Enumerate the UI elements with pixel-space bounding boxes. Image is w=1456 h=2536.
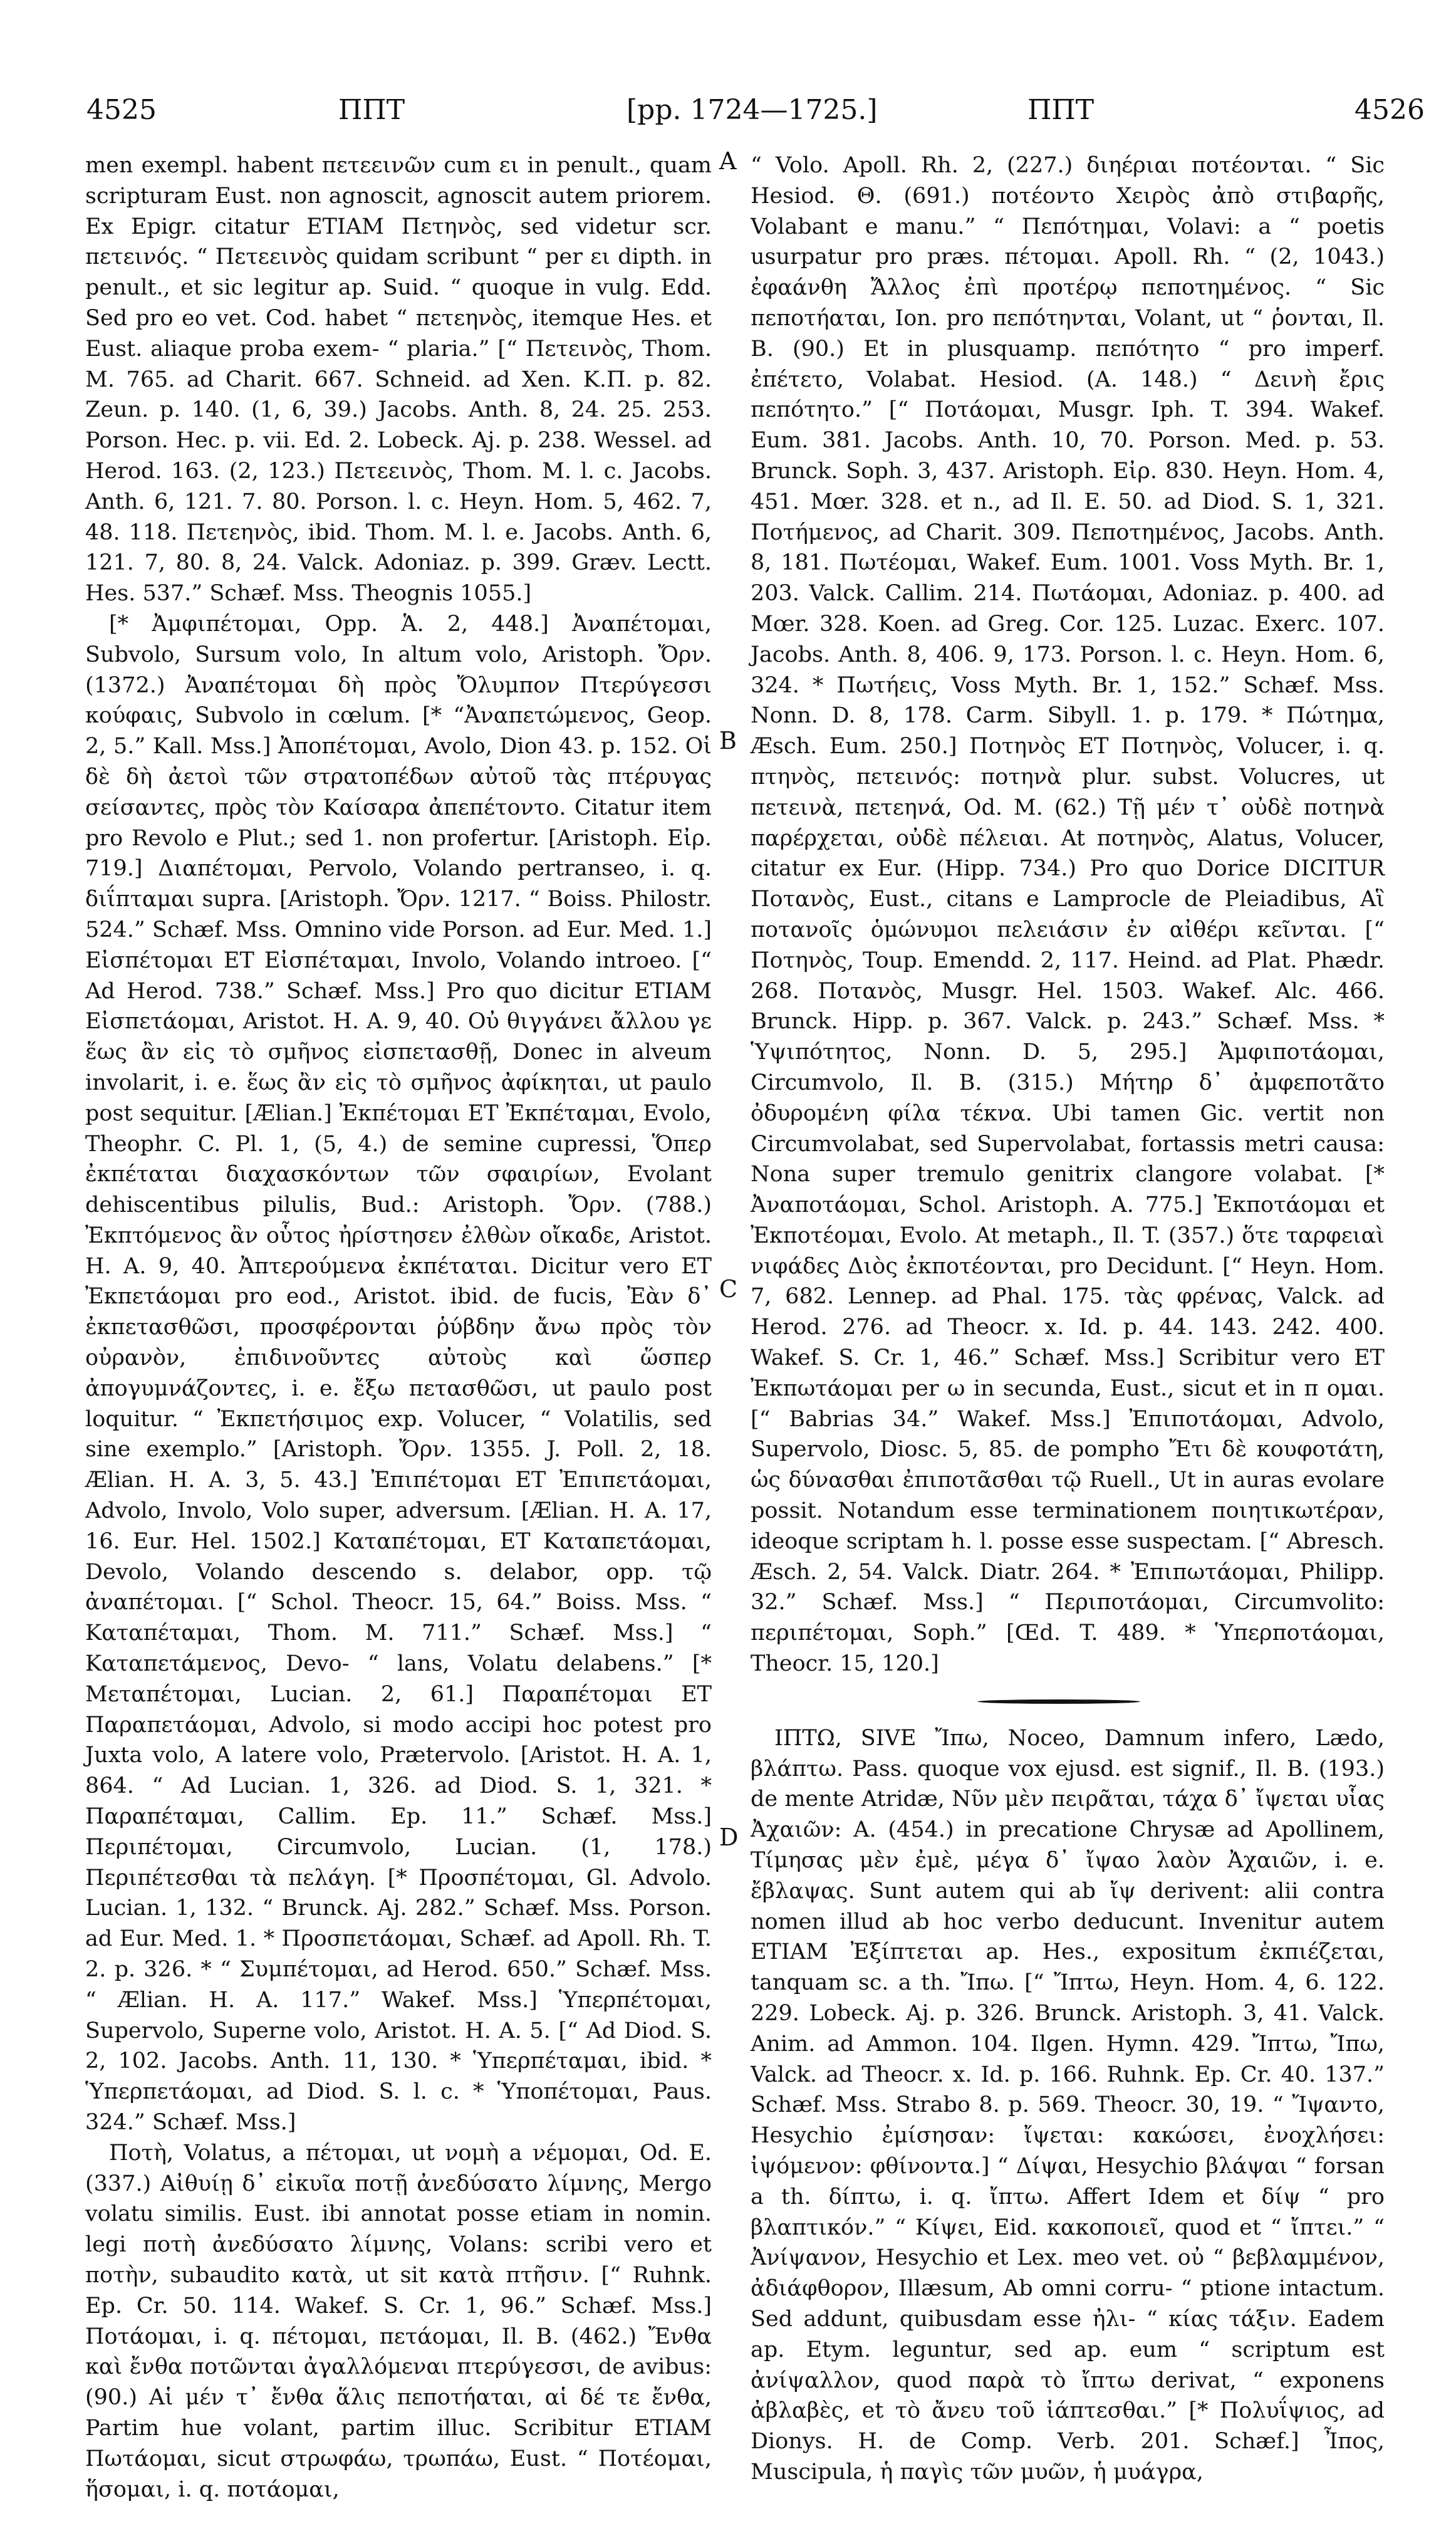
paragraph: Ποτὴ, Volatus, a πέτομαι, ut νομὴ a νέμομαι, Od. E. (337.) Αἰθυίῃ δ᾽ εἰκυῖα ποτῇ ἀνεδύσατο λίμνης, Mergo volatu similis. Eust. ibi annotat posse etiam in nomin. legi ποτὴ ἀνεδύσατο λίμνης, Volans: scribi vero et ποτὴν, subaudito κατὰ, ut sit κατὰ πτῆσιν. [“ Ruhnk. Ep. Cr. 50. 114. Wakef. S. Cr. 1, 96.” Schæf. Mss.] Ποτάομαι, i. q. πέτομαι, πετάομαι, Il. B. (462.) Ἔνθα καὶ ἔνθα ποτῶνται ἀγαλλόμεναι πτερύγεσσι, de avibus: (90.) Αἱ μέν τ᾽ ἔνθα ἅλις πεποτήαται, αἱ δέ τε ἔνθα, Partim hue volant, partim illuc. Scribitur ETIAM Πωτάομαι, sicut στρωφάω, τρωπάω, Eust. “ Ποτέομαι, ἥσομαι, i. q. ποτάομαι,: [85, 2140, 712, 2502]
headword-left: ΠΠΤ: [338, 94, 405, 126]
section-letter-b: B: [719, 727, 737, 754]
page-number-right: 4526: [1355, 94, 1425, 126]
section-letters: [713, 0, 751, 2536]
left-column: [85, 150, 712, 2505]
headword-right: ΠΠΤ: [1027, 94, 1095, 126]
section-rule: [977, 1699, 1140, 1704]
section-letter-a: A: [719, 147, 737, 175]
paragraph: “ Volo. Apoll. Rh. 2, (227.) διηέριαι ποτέονται. “ Sic Hesiod. Θ. (691.) ποτέοντο Χειρὸς ἀπὸ στιβαρῆς, Volabant e manu.” “ Πεπότημαι, Volavi: a “ poetis usurpatur pro præs. πέτομαι. Apoll. Rh. “ (2, 1043.) ἐφαάνθη Ἄλλος ἐπὶ προτέρῳ πεποτημένος. “ Sic πεποτήαται, Ion. pro πεπότηνται, Volant, ut “ ῥονται, Il. B. (90.) Et in plusquamp. πεπότητο “ pro imperf. ἐπέτετο, Volabat. Hesiod. (A. 148.) “ Δεινὴ ἔρις πεπότητο.” [“ Ποτάομαι, Musgr. Iph. T. 394. Wakef. Eum. 381. Jacobs. Anth. 10, 70. Porson. Med. p. 53. Brunck. Soph. 3, 437. Aristoph. Εἰρ. 830. Heyn. Hom. 4, 451. Mœr. 328. et n., ad Il. E. 50. ad Diod. S. 1, 321. Ποτήμενος, ad Charit. 309. Πεποτημένος, Jacobs. Anth. 8, 181. Πωτέομαι, Wakef. Eum. 1001. Voss Myth. Br. 1, 203. Valck. Callim. 214. Πωτάομαι, Adoniaz. p. 400. ad Mœr. 328. Koen. ad Greg. Cor. 125. Luzac. Exerc. 107. Jacobs. Anth. 8, 406. 9, 173. Porson. l. c. Heyn. Hom. 6, 324. * Πωτήεις, Voss Myth. Br. 1, 152.” Schæf. Mss. Nonn. D. 8, 178. Carm. Sibyll. 1. p. 179. * Πώτημα, Æsch. Eum. 250.] Ποτηνὸς ET Ποτηνὸς, Volucer, i. q. πτηνὸς, πετεινός: ποτηνὰ plur. subst. Volucres, ut πετεινὰ, πετεηνά, Od. M. (62.) Τῇ μέν τ᾽ οὐδὲ ποτηνὰ παρέρχεται, οὐδὲ πέλειαι. At ποτηνὸς, Alatus, Volucer, citatur ex Eur. (Hipp. 734.) Pro quo Dorice DICITUR Ποτανὸς, Eust., citans e Lamprocle de Pleiadibus, Αἳ ποτανοῖς ὁμώνυμοι πελειάσιν ἐν αἰθέρι κεῖνται. [“ Ποτηνὸς, Toup. Emendd. 2, 117. Heind. ad Plat. Phædr. 268. Ποτανὸς, Musgr. Hel. 1503. Wakef. Alc. 466. Brunck. Hipp. p. 367. Valck. p. 243.” Schæf. Mss. * Ὑψιπότητος, Nonn. D. 5, 295.] Ἀμφιποτάομαι, Circumvolo, Il. B. (315.) Μήτηρ δ᾽ ἀμφεποτᾶτο ὀδυρομένη φίλα τέκνα. Ubi tamen Gic. vertit non Circumvolabat, sed Supervolabat, fortassis metri causa: Nona super tremulo genitrix clangore volabat. [* Ἀναποτάομαι, Schol. Aristoph. A. 775.] Ἐκποτάομαι et Ἐκποτέομαι, Evolo. At metaph., Il. T. (357.) ὅτε ταρφειαὶ νιφάδες Διὸς ἐκποτέονται, pro Decidunt. [“ Heyn. Hom. 7, 682. Lennep. ad Phal. 175. τὰς φρένας, Valck. ad Herod. 276. ad Theocr. x. Id. p. 44. 143. 242. 400. Wakef. S. Cr. 1, 46.” Schæf. Mss.] Scribitur vero ET Ἐκπωτάομαι per ω in secunda, Eust., sicut et in π ομαι. [“ Babrias 34.” Wakef. Mss.] Ἐπιποτάομαι, Advolo, Supervolo, Diosc. 5, 85. de pompho Ἔτι δὲ κουφοτάτη, ὡς δύνασθαι ἐπιποτᾶσθαι τῷ Ruell., Ut in auras evolare possit. Notandum esse terminationem ποιητικωτέραν, ideoque scriptam h. l. posse esse suspectam. [“ Abresch. Æsch. 2, 54. Valck. Diatr. 264. * Ἐπιπωτάομαι, Philipp. 32.” Schæf. Mss.] “ Περιποτάομαι, Circumvolito: περιπέτομαι, Soph.” [Œd. T. 489. * Ὑπερποτάομαι, Theocr. 15, 120.]: [751, 153, 1385, 1677]
section-letter-d: D: [719, 1824, 739, 1851]
paragraph: men exempl. habent πετεεινῶν cum ει in penult., quam scripturam Eust. non agnoscit, agnoscit autem priorem. Ex Epigr. citatur ETIAM Πετηνὸς, sed videtur scr. πετεινός. “ Πετεεινὸς quidam scribunt “ per ει dipth. in penult., et sic legitur ap. Suid. “ quoque in vulg. Edd. Sed pro eo vet. Cod. habet “ πετεηνὸς, itemque Hes. et Eust. aliaque proba exem- “ plaria.” [“ Πετεινὸς, Thom. M. 765. ad Charit. 667. Schneid. ad Xen. K.Π. p. 82. Zeun. p. 140. (1, 6, 39.) Jacobs. Anth. 8, 24. 25. 253. Porson. Hec. p. vii. Ed. 2. Lobeck. Aj. p. 238. Wessel. ad Herod. 163. (2, 123.) Πετεεινὸς, Thom. M. l. c. Jacobs. Anth. 6, 121. 7. 80. Porson. l. c. Heyn. Hom. 5, 462. 7, 48. 118. Πετεηνὸς, ibid. Thom. M. l. e. Jacobs. Anth. 6, 121. 7, 80. 8, 24. Valck. Adoniaz. p. 399. Græv. Lectt. Hes. 537.” Schæf. Mss. Theognis 1055.]: [85, 153, 712, 607]
paragraph: ΙΠΤΩ, SIVE Ἴπω, Noceo, Damnum infero, Lædo, βλάπτω. Pass. quoque vox ejusd. est signif., Il. B. (193.) de mente Atridæ, Νῦν μὲν πειρᾶται, τάχα δ᾽ ἴψεται υἷας Ἀχαιῶν: A. (454.) in precatione Chrysæ ad Apollinem, Τίμησας μὲν ἐμὲ, μέγα δ᾽ ἴψαο λαὸν Ἀχαιῶν, i. e. ἔβλαψας. Sunt autem qui ab ἴψ derivent: alii contra nomen illud ab hoc verbo deducunt. Invenitur autem ETIAM Ἐξίπτεται ap. Hes., expositum ἐκπιέζεται, tanquam sc. a th. Ἴπω. [“ Ἴπτω, Heyn. Hom. 4, 6. 122. 229. Lobeck. Aj. p. 326. Brunck. Aristoph. 3, 41. Valck. Anim. ad Ammon. 104. Ilgen. Hymn. 429. Ἴπτω, Ἴπω, Valck. ad Theocr. x. Id. p. 166. Ruhnk. Ep. Cr. 40. 137.” Schæf. Mss. Strabo 8. p. 569. Theocr. 30, 19. “ Ἴψαντο, Hesychio ἐμίσησαν: ἴψεται: κακώσει, ἐνοχλήσει: ἰψόμενον: φθίνοντα.] “ Δίψαι, Hesychio βλάψαι “ forsan a th. δίπτω, i. q. ἴπτω. Affert Idem et δίψ “ pro βλαπτικόν.” “ Κίψει, Eid. κακοποιεῖ, quod et “ ἴπτει.” “ Ἀνίψανον, Hesychio et Lex. meo vet. οὐ “ βεβλαμμένον, ἀδιάφθορον, Illæsum, Ab omni corru- “ ptione intactum. Sed addunt, quibusdam esse ἠλι- “ κίας τάξιν. Eadem ap. Etym. leguntur, sed ap. eum “ scriptum est ἀνίψαλλον, quod παρὰ τὸ ἴπτω derivat, “ exponens ἀβλαβὲς, et τὸ ἄνευ τοῦ ἰάπτεσθαι.” [* Πολυΐψιος, ad Dionys. H. de Comp. Verb. 201. Schæf.] Ἶπος, Muscipula, ἡ παγὶς τῶν μυῶν, ἡ μυάγρα,: [751, 1725, 1385, 2485]
column-range: [pp. 1724—1725.]: [627, 94, 878, 126]
section-letter-c: C: [719, 1275, 738, 1303]
page-number-left: 4525: [86, 94, 157, 126]
paragraph: [* Ἀμφιπέτομαι, Opp. Ἁ. 2, 448.] Ἀναπέτομαι, Subvolo, Sursum volo, In altum volo, Aristoph. Ὄρν. (1372.) Ἀναπέτομαι δὴ πρὸς Ὄλυμπον Πτερύγεσσι κούφαις, Subvolo in cœlum. [* “Ἀναπετώμενος, Geop. 2, 5.” Kall. Mss.] Ἀποπέτομαι, Avolo, Dion 43. p. 152. Οἱ δὲ δὴ ἀετοὶ τῶν στρατοπέδων αὐτοῦ τὰς πτέρυγας σείσαντες, πρὸς τὸν Καίσαρα ἀπεπέτοντο. Citatur item pro Revolo e Plut.; sed 1. non profertur. [Aristoph. Εἰρ. 719.] Διαπέτομαι, Pervolo, Volando pertranseo, i. q. διΐπταμαι supra. [Aristoph. Ὄρν. 1217. “ Boiss. Philostr. 524.” Schæf. Mss. Omnino vide Porson. ad Eur. Med. 1.] Εἰσπέτομαι ET Εἰσπέταμαι, Involo, Volando introeo. [“ Ad Herod. 738.” Schæf. Mss.] Pro quo dicitur ETIAM Εἰσπετάομαι, Aristot. H. A. 9, 40. Οὐ θιγγάνει ἄλλου γε ἕως ἂν εἰς τὸ σμῆνος εἰσπετασθῇ, Donec in alveum involarit, i. e. ἕως ἂν εἰς τὸ σμῆνος ἀφίκηται, ut paulo post sequitur. [Ælian.] Ἐκπέτομαι ET Ἐκπέταμαι, Evolo, Theophr. C. Pl. 1, (5, 4.) de semine cupressi, Ὅπερ ἐκπέταται διαχασκόντων τῶν σφαιρίων, Evolant dehiscentibus pilulis, Bud.: Aristoph. Ὄρν. (788.) Ἐκπτόμενος ἂν οὗτος ἠρίστησεν ἐλθὼν οἴκαδε, Aristot. H. A. 9, 40. Ἀπτερούμενα ἐκπέταται. Dicitur vero ET Ἐκπετάομαι pro eod., Aristot. ibid. de fucis, Ἐὰν δ᾽ ἐκπετασθῶσι, προσφέρονται ῥύβδην ἄνω πρὸς τὸν οὐρανὸν, ἐπιδινοῦντες αὐτοὺς καὶ ὥσπερ ἀπογυμνάζοντες, i. e. ἔξω πετασθῶσι, ut paulo post loquitur. “ Ἐκπετήσιμος exp. Volucer, “ Volatilis, sed sine exemplo.” [Aristoph. Ὄρν. 1355. J. Poll. 2, 18. Ælian. H. A. 3, 5. 43.] Ἐπιπέτομαι ET Ἐπιπετάομαι, Advolo, Involo, Volo super, adversum. [Ælian. H. A. 17, 16. Eur. Hel. 1502.] Καταπέτομαι, ET Καταπετάομαι, Devolo, Volando descendo s. delabor, opp. τῷ ἀναπέτομαι. [“ Schol. Theocr. 15, 64.” Boiss. Mss. “ Καταπέταμαι, Thom. M. 711.” Schæf. Mss.] “ Καταπετάμενος, Devo- “ lans, Volatu delabens.” [* Μεταπέτομαι, Lucian. 2, 61.] Παραπέτομαι ET Παραπετάομαι, Advolo, si modo accipi hoc potest pro Juxta volo, A latere volo, Prætervolo. [Aristot. H. A. 1, 864. “ Ad Lucian. 1, 326. ad Diod. S. 1, 321. * Παραπέταμαι, Callim. Ep. 11.” Schæf. Mss.] Περιπέτομαι, Circumvolo, Lucian. (1, 178.) Περιπέτεσθαι τὰ πελάγη. [* Προσπέτομαι, Gl. Advolo. Lucian. 1, 132. “ Brunck. Aj. 282.” Schæf. Mss. Porson. ad Eur. Med. 1. * Προσπετάομαι, Schæf. ad Apoll. Rh. T. 2. p. 326. * “ Συμπέτομαι, ad Herod. 650.” Schæf. Mss. “ Ælian. H. A. 117.” Wakef. Mss.] Ὑπερπέτομαι, Supervolo, Superne volo, Aristot. H. A. 5. [“ Ad Diod. S. 2, 102. Jacobs. Anth. 11, 130. * Ὑπερπέταμαι, ibid. * Ὑπερπετάομαι, ad Diod. S. l. c. * Ὑποπέτομαι, Paus. 324.” Schæf. Mss.]: [85, 611, 712, 2135]
right-column: [751, 150, 1385, 2488]
